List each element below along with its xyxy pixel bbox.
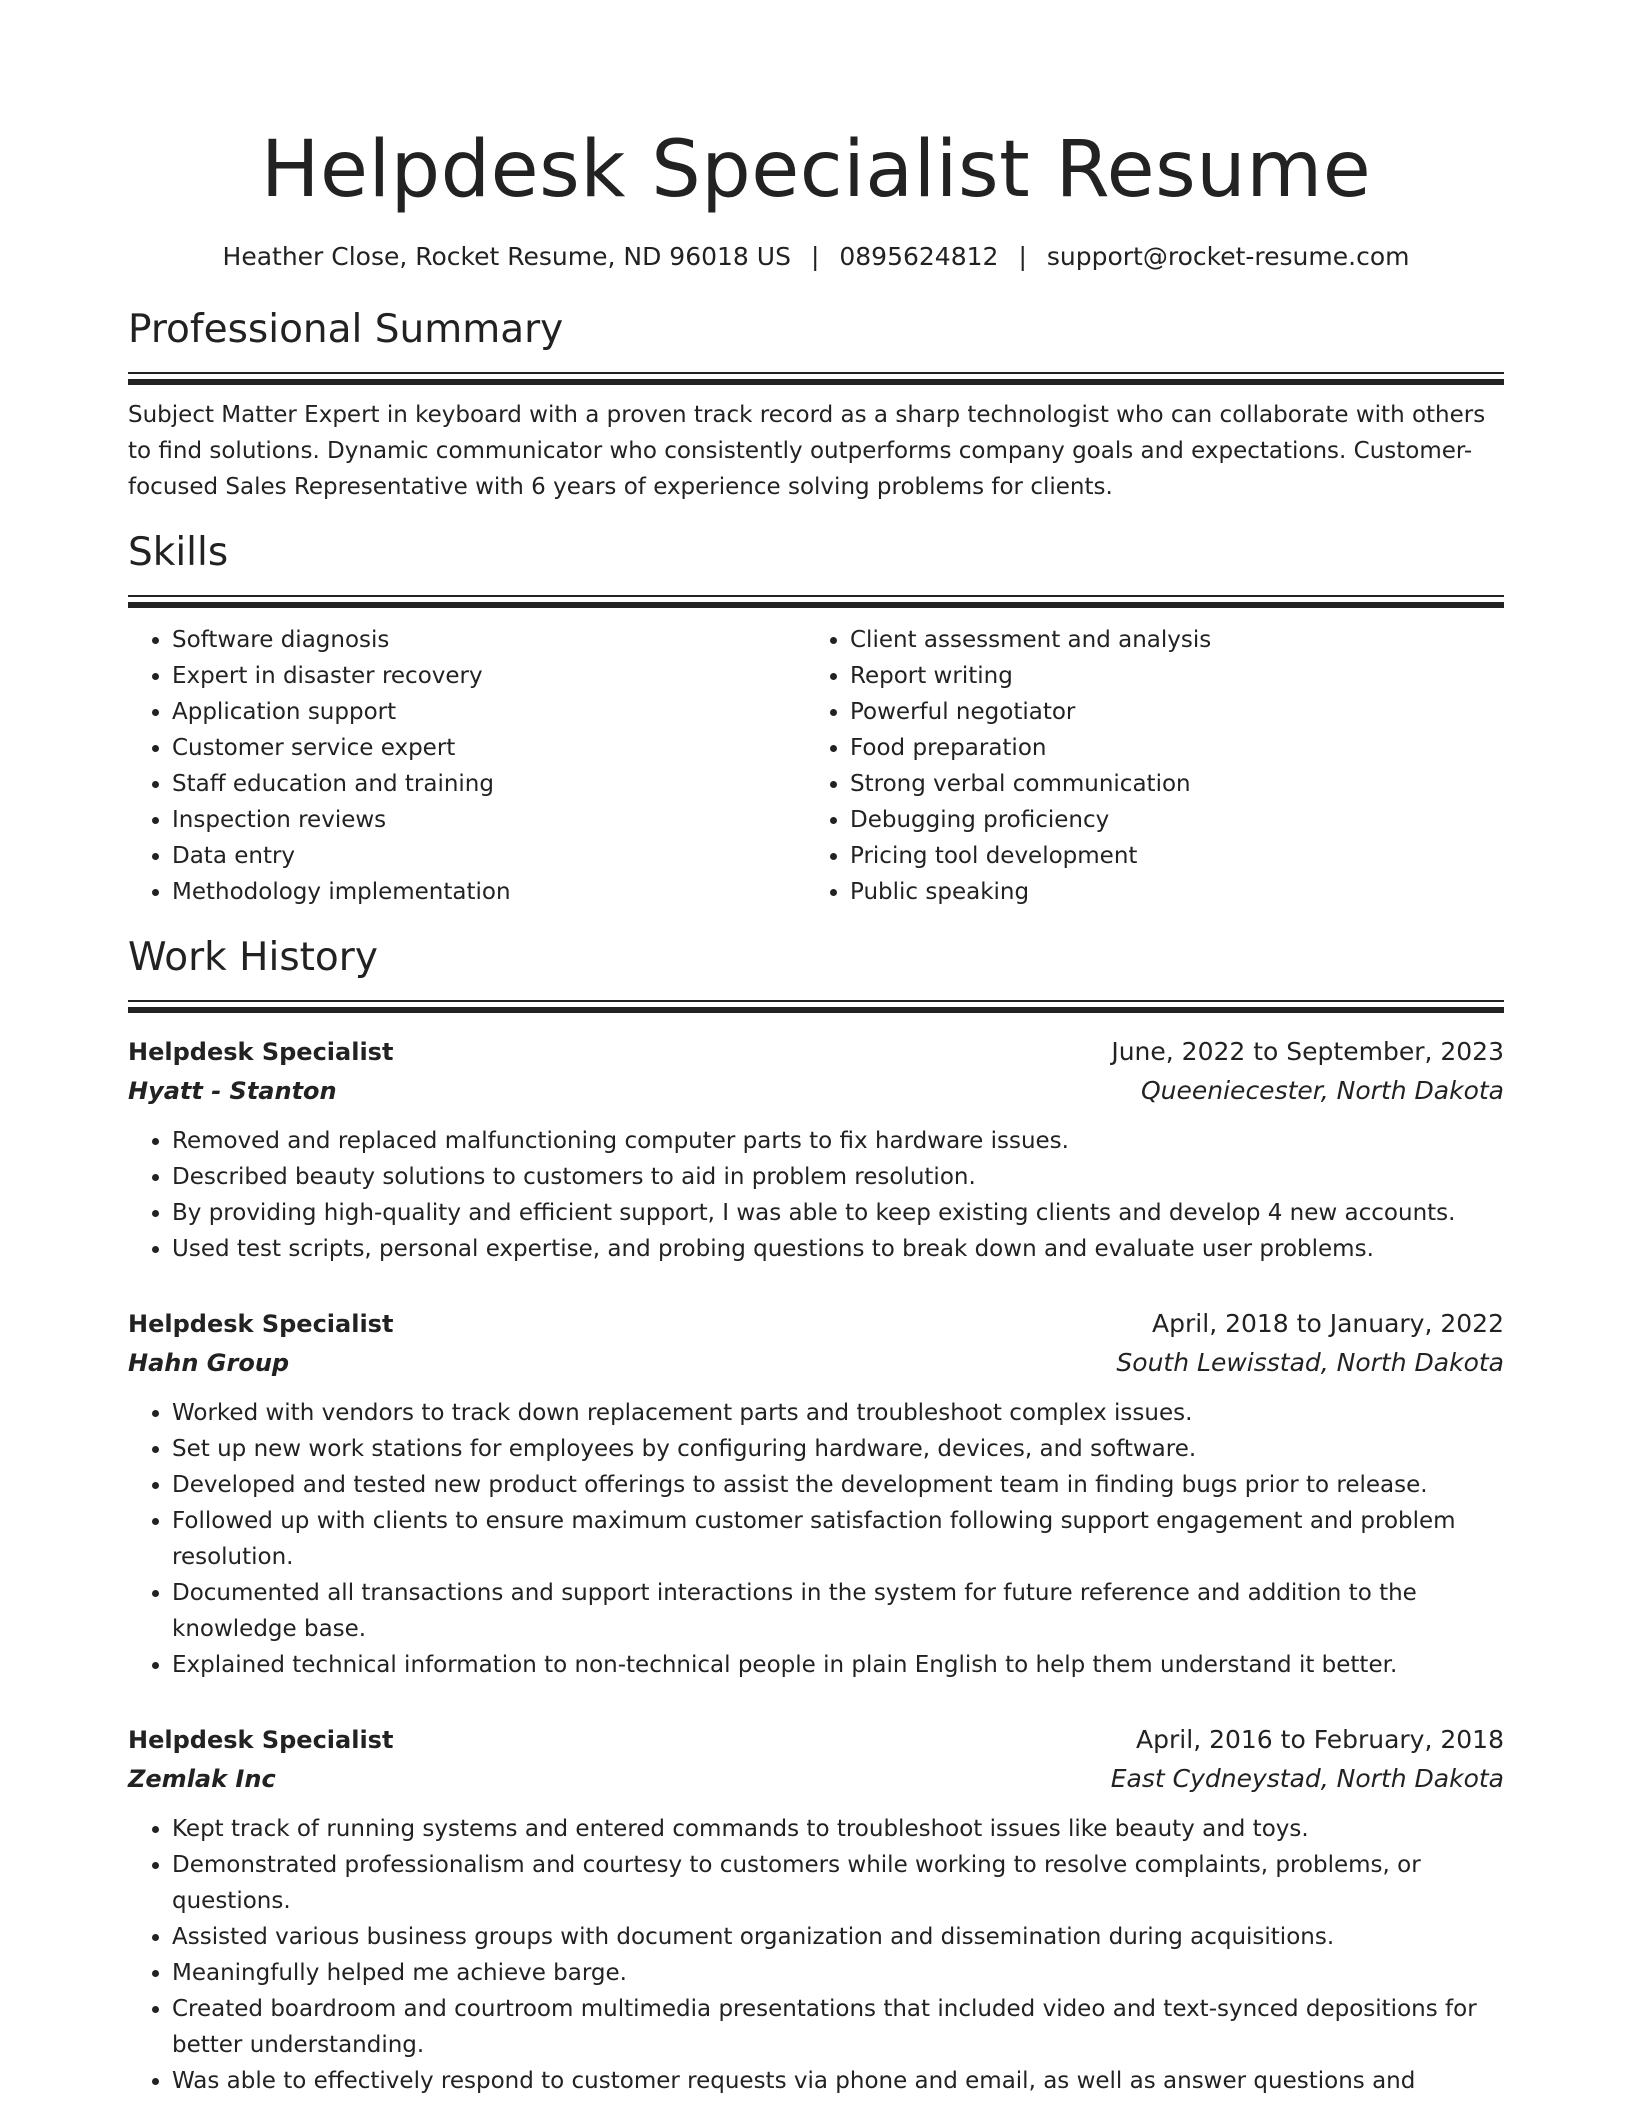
section-heading: Skills <box>128 530 229 575</box>
skill-item: • Expert in disaster recovery <box>172 658 806 694</box>
job-entry <box>128 1721 1504 2099</box>
job-header-row <box>128 1305 1504 1343</box>
job-company-row <box>128 1343 1504 1383</box>
section-divider-thick <box>128 379 1504 385</box>
job-company: Hahn Group <box>128 1349 290 1377</box>
duty-item: • Worked with vendors to track down replacement parts and troubleshoot complex issues. <box>172 1395 1504 1431</box>
duty-item: • Explained technical information to non-technical people in plain English to help them understand it better. <box>172 1647 1504 1683</box>
duty-item: • Removed and replaced malfunctioning computer parts to fix hardware issues. <box>172 1123 1504 1159</box>
duty-item: • Demonstrated professionalism and courtesy to customers while working to resolve complaints, problems, or questions. <box>172 1847 1504 1919</box>
job-company-row <box>128 1759 1504 1799</box>
section-divider-thick <box>128 602 1504 608</box>
duty-item: • Described beauty solutions to customers to aid in problem resolution. <box>172 1159 1504 1195</box>
contact-address: Heather Close, Rocket Resume, ND 96018 US <box>222 242 791 271</box>
section-divider-thin <box>128 372 1504 374</box>
skill-item: • Software diagnosis <box>172 622 806 658</box>
job-header-row <box>128 1721 1504 1759</box>
job-entry <box>128 1305 1504 1683</box>
job-location: Queeniecester, North Dakota <box>1140 1076 1504 1105</box>
skill-item: • Public speaking <box>850 874 1484 910</box>
skill-item: • Staff education and training <box>172 766 806 802</box>
duty-item: • Documented all transactions and support interactions in the system for future reference and addition to the knowledge base. <box>172 1575 1504 1647</box>
job-dates: April, 2018 to January, 2022 <box>1152 1309 1504 1338</box>
skill-item: • Methodology implementation <box>172 874 806 910</box>
duty-item: • By providing high-quality and efficient support, I was able to keep existing clients and develop 4 new accounts. <box>172 1195 1504 1231</box>
duty-item: • Developed and tested new product offerings to assist the development team in finding bugs prior to release. <box>172 1467 1504 1503</box>
job-dates: June, 2022 to September, 2023 <box>1111 1037 1504 1066</box>
job-company-row <box>128 1071 1504 1111</box>
duty-item: • Used test scripts, personal expertise, and probing questions to break down and evaluate user problems. <box>172 1231 1504 1267</box>
skill-item: • Data entry <box>172 838 806 874</box>
skill-item: • Application support <box>172 694 806 730</box>
contact-phone: 0895624812 <box>839 242 999 271</box>
skills-section <box>128 529 1504 910</box>
section-heading: Work History <box>128 935 378 980</box>
job-duties <box>128 1395 1504 1683</box>
job-header-row <box>128 1033 1504 1071</box>
resume-page <box>128 0 1504 2099</box>
section-heading: Professional Summary <box>128 307 564 352</box>
job-title: Helpdesk Specialist <box>128 1310 394 1338</box>
duty-item: • Followed up with clients to ensure maximum customer satisfaction following support engagement and problem resolution. <box>172 1503 1504 1575</box>
job-duties <box>128 1123 1504 1267</box>
skill-item: • Strong verbal communication <box>850 766 1484 802</box>
job-duties <box>128 1811 1504 2099</box>
summary-text: Subject Matter Expert in keyboard with a proven track record as a sharp technologist who can collaborate with others to find solutions. Dynamic communicator who consistently outperforms company goals and expectations. Customer-focused Sales Representative with 6 years of experience solving problems for clients. <box>128 402 1486 500</box>
professional-summary-section <box>128 306 1504 505</box>
duty-item: • Assisted various business groups with document organization and dissemination during acquisitions. <box>172 1919 1504 1955</box>
job-company: Zemlak Inc <box>128 1765 276 1793</box>
job-company: Hyatt - Stanton <box>128 1077 337 1105</box>
skill-item: • Client assessment and analysis <box>850 622 1484 658</box>
section-divider-thin <box>128 595 1504 597</box>
duty-item: • Kept track of running systems and entered commands to troubleshoot issues like beauty and toys. <box>172 1811 1504 1847</box>
contact-email: support@rocket-resume.com <box>1046 242 1410 271</box>
skill-item: • Inspection reviews <box>172 802 806 838</box>
skill-item: • Food preparation <box>850 730 1484 766</box>
skill-item: • Report writing <box>850 658 1484 694</box>
job-entry <box>128 1033 1504 1267</box>
section-divider-thin <box>128 1000 1504 1002</box>
skill-item: • Powerful negotiator <box>850 694 1484 730</box>
skills-list-left <box>128 622 806 910</box>
job-dates: April, 2016 to February, 2018 <box>1136 1725 1504 1754</box>
skills-list-right <box>806 622 1484 910</box>
skills-columns <box>128 622 1504 910</box>
skill-item: • Customer service expert <box>172 730 806 766</box>
contact-separator: | <box>1018 242 1027 271</box>
contact-separator: | <box>810 242 820 271</box>
job-title: Helpdesk Specialist <box>128 1726 394 1754</box>
job-title: Helpdesk Specialist <box>128 1038 394 1066</box>
job-location: South Lewisstad, North Dakota <box>1116 1348 1504 1377</box>
skill-item: • Pricing tool development <box>850 838 1484 874</box>
duty-item: • Was able to effectively respond to customer requests via phone and email, as well as answer questions and <box>172 2063 1504 2099</box>
skill-item: • Debugging proficiency <box>850 802 1484 838</box>
job-location: East Cydneystad, North Dakota <box>1110 1764 1504 1793</box>
duty-item: • Created boardroom and courtroom multimedia presentations that included video and text-synced depositions for better understanding. <box>172 1991 1504 2063</box>
contact-line <box>128 240 1504 274</box>
resume-title: Helpdesk Specialist Resume <box>260 125 1372 215</box>
section-divider-thick <box>128 1007 1504 1013</box>
duty-item: • Meaningfully helped me achieve barge. <box>172 1955 1504 1991</box>
work-history-section <box>128 934 1504 2099</box>
duty-item: • Set up new work stations for employees by configuring hardware, devices, and software. <box>172 1431 1504 1467</box>
